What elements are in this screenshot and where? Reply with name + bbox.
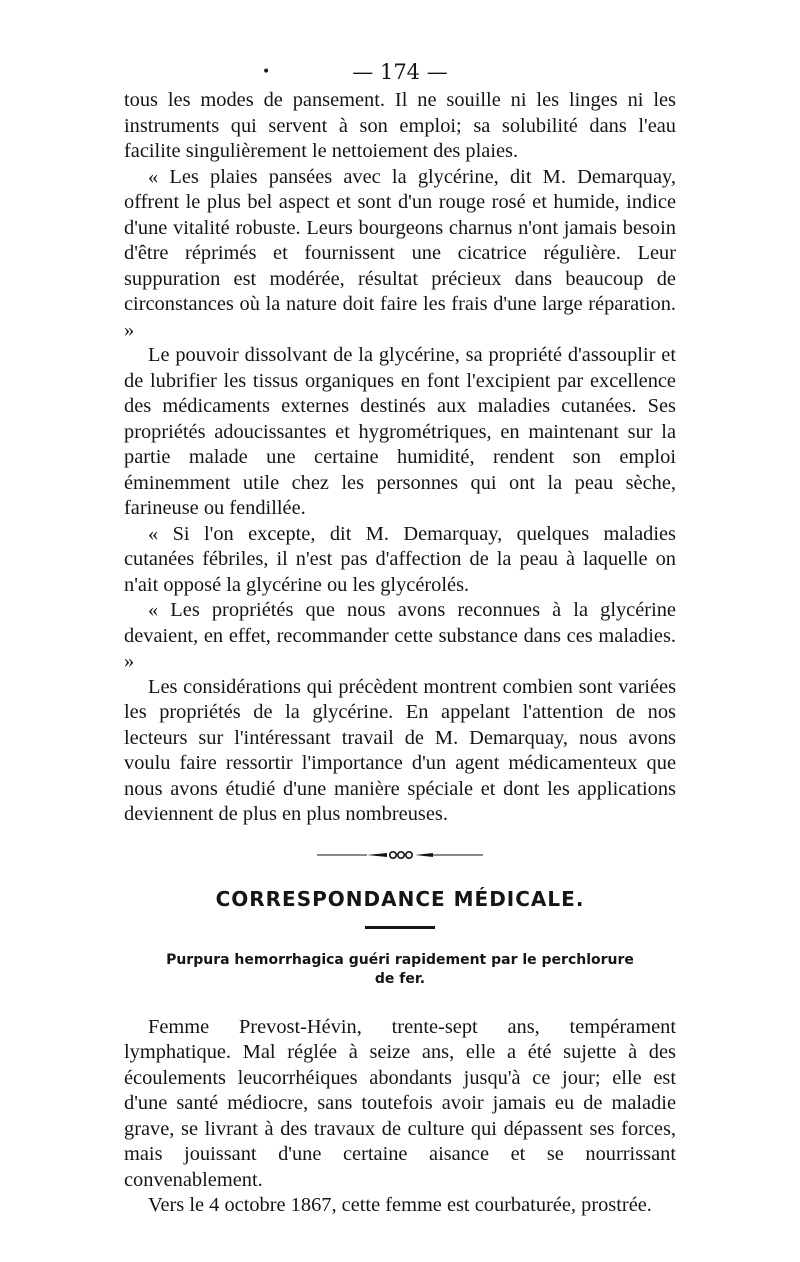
page-number: — 174 — [352, 60, 448, 84]
paragraph-quote-plaies: « Les plaies pansées avec la glycérine, dit M. Demarquay, offrent le plus bel aspect et sont d'un rouge rosé et humide, indice d'une vitalité robuste. Leurs bourgeons charnus n'ont jamais besoin d'être réprimés et fournissent une cicatrice régulière. Leur suppuration est modérée, résultat précieux dans beaucoup de circonstances où la nature doit faire les frais d'une large réparation. » [124, 165, 676, 341]
paragraph-case-description: Femme Prevost-Hévin, trente-sept ans, tempérament lymphatique. Mal réglée à seize ans, elle a été sujette à des écoulements leucorrhéiques abondants jusqu'à ce jour; elle est d'une santé médiocre, sans toutefois avoir jamais eu de maladie grave, se livrant à des travaux de culture qui dépassent ses forces, mais jouissant d'une certaine aisance et se nourrissant convenablement. [124, 1015, 676, 1191]
header-dot: • [262, 64, 271, 80]
paragraph-quote-excepte: « Si l'on excepte, dit M. Demarquay, quelques maladies cutanées fébriles, il n'est pas d'affection de la peau à laquelle on n'ait opposé la glycérine ou les glycérolés. [124, 522, 676, 596]
subtitle-line-2: de fer. [374, 970, 426, 987]
page-header [124, 58, 676, 88]
paragraph-pouvoir-dissolvant: Le pouvoir dissolvant de la glycérine, sa propriété d'assouplir et de lubrifier les tissus organiques en font l'excipient par excellence des médicaments externes destinés aux maladies cutanées. Ses propriétés adoucissantes et hygrométriques, en maintenant sur la partie malade une certaine humidité, rendent son emploi éminemment utile chez les personnes qui ont la peau sèche, farineuse ou fendillée. [124, 344, 676, 519]
ornament-divider [315, 850, 485, 860]
paragraph-considerations: Les considérations qui précèdent montrent combien sont variées les propriétés de la glycérine. En appelant l'attention de nos lecteurs sur l'intéressant travail de M. Demarquay, nous avons voulu faire ressortir l'importance d'un agent médicamenteux que nous avons étudié d'une manière spéciale et dont les applications deviennent de plus en plus nombreuses. [124, 675, 676, 825]
paragraph-case-onset: Vers le 4 octobre 1867, cette femme est courbaturée, prostrée. [148, 1194, 652, 1216]
subtitle-line-1: Purpura hemorrhagica guéri rapidement par le perchlorure [166, 951, 634, 968]
paragraph-continued: tous les modes de pansement. Il ne souille ni les linges ni les instruments qui servent à son emploi; sa solubilité dans l'eau facilite singulièrement le nettoiement des plaies. [124, 89, 676, 162]
paragraph-quote-proprietes: « Les propriétés que nous avons reconnues à la glycérine devaient, en effet, recommander cette substance dans ces maladies. » [124, 599, 676, 672]
book-page [124, 58, 676, 1219]
section-title: CORRESPONDANCE MÉDICALE. [215, 886, 585, 911]
article-subtitle [124, 951, 676, 989]
title-rule [365, 926, 435, 929]
